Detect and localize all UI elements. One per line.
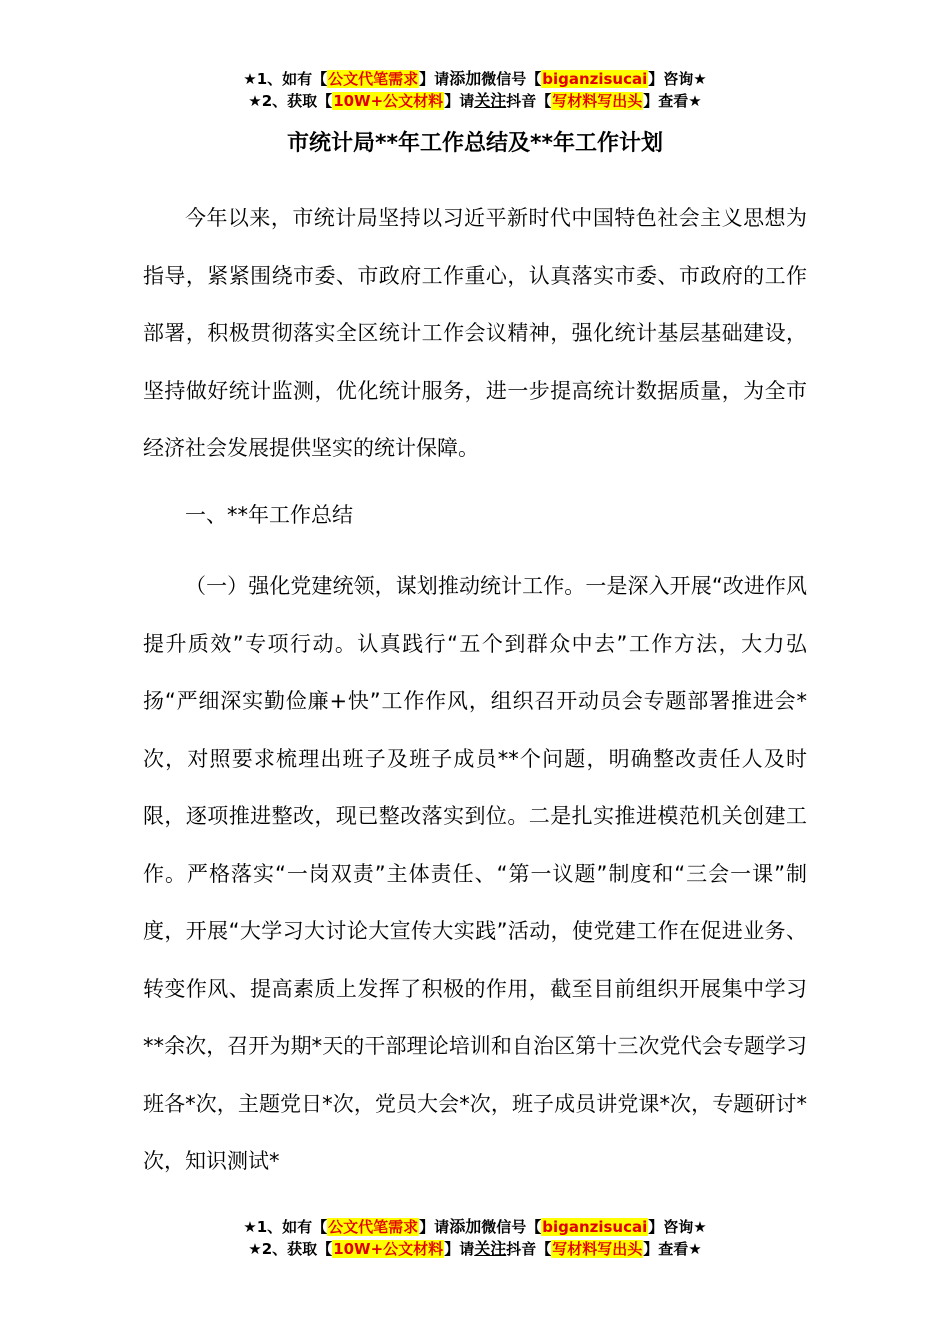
promo-highlight-service: 公文代笔需求 bbox=[328, 1218, 419, 1236]
section-heading: 一、**年工作总结 bbox=[185, 503, 353, 527]
promo-line-1: ★1、如有【公文代笔需求】请添加微信号【biganzisucai】咨询★ bbox=[243, 1217, 707, 1236]
promo-line-2: ★2、获取【10W+公文材料】请关注抖音【写材料写出头】查看★ bbox=[248, 1239, 702, 1258]
promo-highlight-wechat-id: biganzisucai bbox=[542, 70, 648, 88]
promo-highlight-douyin: 写材料写出头 bbox=[552, 1240, 643, 1258]
document-title: 市统计局**年工作总结及**年工作计划 bbox=[286, 131, 664, 156]
promo-highlight-materials: 10W+公文材料 bbox=[333, 1240, 444, 1258]
paragraph-section-1: （一）强化党建统领，谋划推动统计工作。一是深入开展“改进作风提升质效”专项行动。认真践行“五个到群众中去”工作方法，大力弘扬“严细深实勤俭廉+快”工作作风，组织召开动员会专题部署推进会*次，对照要求梳理出班子及班子成员**个问题，明确整改责任人及时限，逐项推进整改，现已整改落实到位。二是扎实推进模范机关创建工作。严格落实“一岗双责”主体责任、“第一议题”制度和“三会一课”制度，开展“大学习大讨论大宣传大实践”活动，使党建工作在促进业务、转变作风、提高素质上发挥了积极的作用，截至目前组织开展集中学习**余次，召开为期*天的干部理论培训和自治区第十三次党代会专题学习班各*次，主题党日*次，党员大会*次，班子成员讲党课*次，专题研讨*次，知识测试* bbox=[143, 574, 807, 1173]
promo-banner-top bbox=[0, 68, 950, 112]
promo-line-2: ★2、获取【10W+公文材料】请关注抖音【写材料写出头】查看★ bbox=[248, 91, 702, 110]
promo-line-1: ★1、如有【公文代笔需求】请添加微信号【biganzisucai】咨询★ bbox=[243, 69, 707, 88]
paragraph-intro: 今年以来，市统计局坚持以习近平新时代中国特色社会主义思想为指导，紧紧围绕市委、市政府工作重心，认真落实市委、市政府的工作部署，积极贯彻落实全区统计工作会议精神，强化统计基层基础建设，坚持做好统计监测，优化统计服务，进一步提高统计数据质量，为全市经济社会发展提供坚实的统计保障。 bbox=[143, 206, 807, 460]
promo-highlight-wechat-id: biganzisucai bbox=[542, 1218, 648, 1236]
promo-banner-bottom bbox=[0, 1216, 950, 1260]
promo-highlight-materials: 10W+公文材料 bbox=[333, 92, 444, 110]
promo-highlight-douyin: 写材料写出头 bbox=[552, 92, 643, 110]
promo-highlight-service: 公文代笔需求 bbox=[328, 70, 419, 88]
